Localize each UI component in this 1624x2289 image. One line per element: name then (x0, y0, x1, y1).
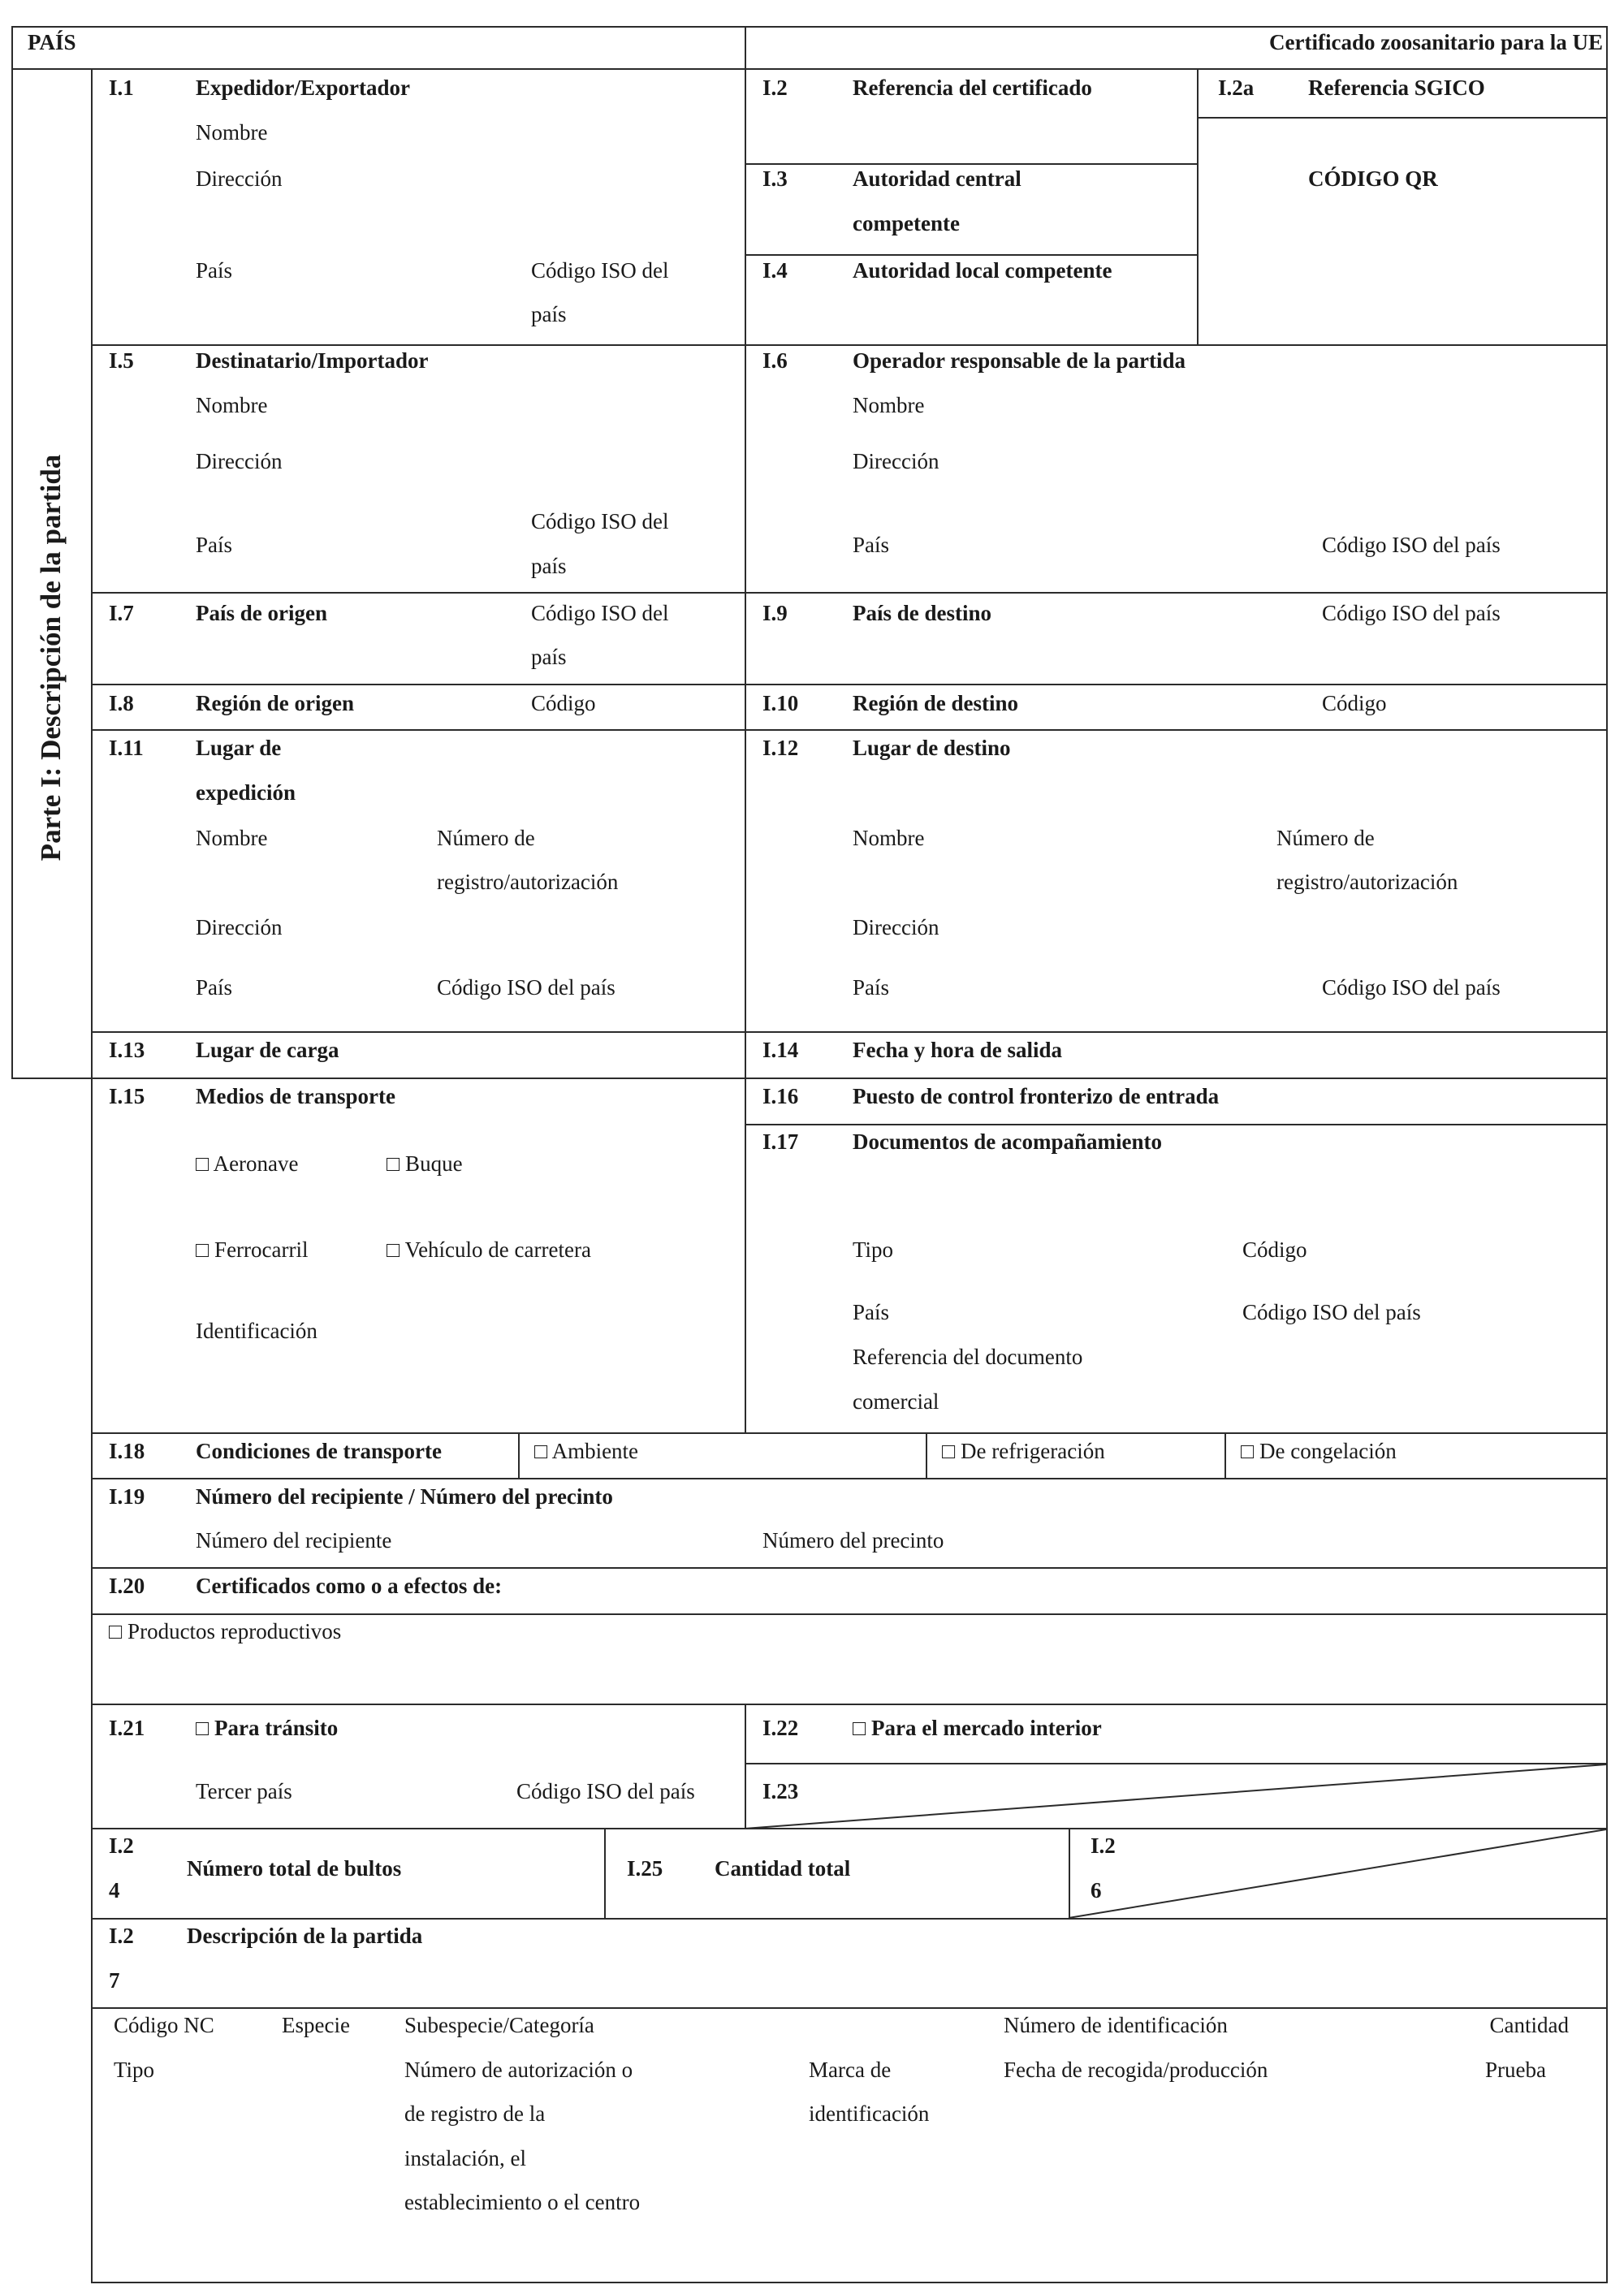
field-number: I.19 (109, 1484, 145, 1509)
frozen-checkbox[interactable]: □ De congelación (1241, 1439, 1397, 1463)
address-label: Dirección (853, 449, 939, 473)
field-number: I.17 (762, 1129, 799, 1154)
code-label: Código (1242, 1237, 1307, 1262)
field-number: I.15 (109, 1084, 145, 1108)
col-subspecies: Subespecie/Categoría (404, 2013, 594, 2037)
third-country-label: Tercer país (196, 1779, 292, 1803)
iso-label: Código ISO del país (516, 1779, 695, 1803)
iso-label: Código ISO del país (1322, 975, 1501, 1000)
field-title: Número del recipiente / Número del precinto (196, 1484, 613, 1509)
address-label: Dirección (853, 915, 939, 939)
field-title: Referencia del certificado (853, 76, 1092, 100)
field-number: I.13 (109, 1038, 145, 1062)
field-number: I.4 (762, 258, 788, 283)
registration-label: Número de (437, 826, 535, 850)
field-title: Descripción de la partida (187, 1924, 423, 1948)
field-title: Fecha y hora de salida (853, 1038, 1063, 1062)
field-title: Documentos de acompañamiento (853, 1129, 1162, 1154)
chilled-checkbox[interactable]: □ De refrigeración (942, 1439, 1105, 1463)
name-label: Nombre (196, 393, 268, 417)
country-label: País (196, 975, 233, 1000)
col-test: Prueba (1485, 2058, 1546, 2082)
col-type: Tipo (114, 2058, 155, 2082)
iso-label: Código ISO del país (1242, 1300, 1421, 1324)
field-number: I.7 (109, 601, 134, 625)
iso-label-cont: país (531, 554, 567, 578)
iso-label: Código ISO del (531, 509, 669, 533)
field-title: Autoridad local competente (853, 258, 1112, 283)
field-number-cont: 7 (109, 1968, 120, 1993)
field-number: I.14 (762, 1038, 799, 1062)
field-title: Región de origen (196, 691, 354, 715)
field-number: I.2 (109, 1833, 134, 1858)
rail-checkbox[interactable]: □ Ferrocarril (196, 1237, 309, 1262)
field-number: I.3 (762, 166, 788, 191)
col-date: Fecha de recogida/producción (1004, 2058, 1268, 2082)
col-approval-cont: de registro de la (404, 2101, 546, 2126)
address-label: Dirección (196, 166, 283, 191)
seal-number-label: Número del precinto (762, 1528, 944, 1553)
field-title: Región de destino (853, 691, 1019, 715)
registration-label-cont: registro/autorización (437, 870, 619, 894)
field-title: Expedidor/Exportador (196, 76, 411, 100)
code-label: Código (1322, 691, 1387, 715)
field-number: I.5 (109, 348, 134, 373)
container-number-label: Número del recipiente (196, 1528, 392, 1553)
part-label: Parte I: Descripción de la partida (35, 454, 67, 862)
field-number: I.8 (109, 691, 134, 715)
road-vehicle-checkbox[interactable]: □ Vehículo de carretera (387, 1237, 591, 1262)
col-quantity: Cantidad (1489, 2013, 1569, 2037)
col-approval-cont: establecimiento o el centro (404, 2190, 641, 2214)
col-mark: Marca de (809, 2058, 892, 2082)
col-species: Especie (282, 2013, 350, 2037)
address-label: Dirección (196, 449, 283, 473)
field-title: Referencia SGICO (1308, 76, 1485, 100)
field-number: I.2a (1218, 76, 1255, 100)
iso-label-cont: país (531, 645, 567, 669)
header-country: PAÍS (28, 30, 76, 54)
country-label: País (853, 533, 890, 557)
field-number: I.18 (109, 1439, 145, 1463)
field-title: Medios de transporte (196, 1084, 395, 1108)
registration-label: Número de (1276, 826, 1375, 850)
iso-label: Código ISO del (531, 601, 669, 625)
iso-label: Código ISO del (531, 258, 669, 283)
iso-label: Código ISO del país (437, 975, 615, 1000)
country-label: País (853, 1300, 890, 1324)
field-number: I.23 (762, 1779, 799, 1803)
field-number: I.21 (109, 1716, 145, 1740)
ship-checkbox[interactable]: □ Buque (387, 1151, 463, 1176)
name-label: Nombre (196, 826, 268, 850)
qr-code-placeholder: CÓDIGO QR (1308, 166, 1438, 191)
field-title: Certificados como o a efectos de: (196, 1574, 503, 1598)
field-title: Lugar de carga (196, 1038, 339, 1062)
iso-label-cont: país (531, 302, 567, 326)
field-number: I.10 (762, 691, 799, 715)
country-label: País (853, 975, 890, 1000)
field-title: Condiciones de transporte (196, 1439, 442, 1463)
field-title: País de origen (196, 601, 327, 625)
reproductive-products-checkbox[interactable]: □ Productos reproductivos (109, 1619, 342, 1643)
field-number: I.2 (762, 76, 788, 100)
address-label: Dirección (196, 915, 283, 939)
identification-label: Identificación (196, 1319, 317, 1343)
iso-label: Código ISO del país (1322, 601, 1501, 625)
internal-market-checkbox[interactable]: □ Para el mercado interior (853, 1716, 1102, 1740)
country-label: País (196, 533, 233, 557)
name-label: Nombre (196, 120, 268, 145)
type-label: Tipo (853, 1237, 894, 1262)
field-number: I.16 (762, 1084, 799, 1108)
field-title-cont: expedición (196, 780, 296, 805)
name-label: Nombre (853, 826, 925, 850)
iso-label: Código ISO del país (1322, 533, 1501, 557)
field-title: Operador responsable de la partida (853, 348, 1186, 373)
field-title: Destinatario/Importador (196, 348, 429, 373)
ambient-checkbox[interactable]: □ Ambiente (534, 1439, 639, 1463)
field-number: I.22 (762, 1716, 799, 1740)
field-title-cont: competente (853, 211, 960, 235)
col-mark-cont: identificación (809, 2101, 930, 2126)
col-cn-code: Código NC (114, 2013, 214, 2037)
field-title: Número total de bultos (187, 1856, 402, 1881)
aircraft-checkbox[interactable]: □ Aeronave (196, 1151, 299, 1176)
field-number: I.6 (762, 348, 788, 373)
field-title: Puesto de control fronterizo de entrada (853, 1084, 1220, 1108)
field-title: Lugar de (196, 736, 282, 760)
field-title: País de destino (853, 601, 992, 625)
field-number: I.20 (109, 1574, 145, 1598)
field-number: I.1 (109, 76, 134, 100)
registration-label-cont: registro/autorización (1276, 870, 1458, 894)
field-title: Lugar de destino (853, 736, 1011, 760)
field-number: I.11 (109, 736, 144, 760)
field-number-cont: 6 (1091, 1878, 1102, 1902)
col-approval: Número de autorización o (404, 2058, 633, 2082)
header-certificate-title: Certificado zoosanitario para la UE (1269, 30, 1603, 54)
field-number: I.25 (627, 1856, 663, 1881)
commercial-ref-label: Referencia del documento (853, 1345, 1083, 1369)
field-number: I.2 (1091, 1833, 1116, 1858)
field-number: I.9 (762, 601, 788, 625)
field-title: Autoridad central (853, 166, 1021, 191)
name-label: Nombre (853, 393, 925, 417)
col-id-number: Número de identificación (1004, 2013, 1228, 2037)
field-number: I.2 (109, 1924, 134, 1948)
transit-checkbox[interactable]: □ Para tránsito (196, 1716, 339, 1740)
field-title: Cantidad total (715, 1856, 851, 1881)
field-number: I.12 (762, 736, 799, 760)
col-approval-cont: instalación, el (404, 2146, 526, 2170)
code-label: Código (531, 691, 596, 715)
country-label: País (196, 258, 233, 283)
field-number-cont: 4 (109, 1878, 120, 1902)
commercial-ref-label-cont: comercial (853, 1389, 939, 1414)
